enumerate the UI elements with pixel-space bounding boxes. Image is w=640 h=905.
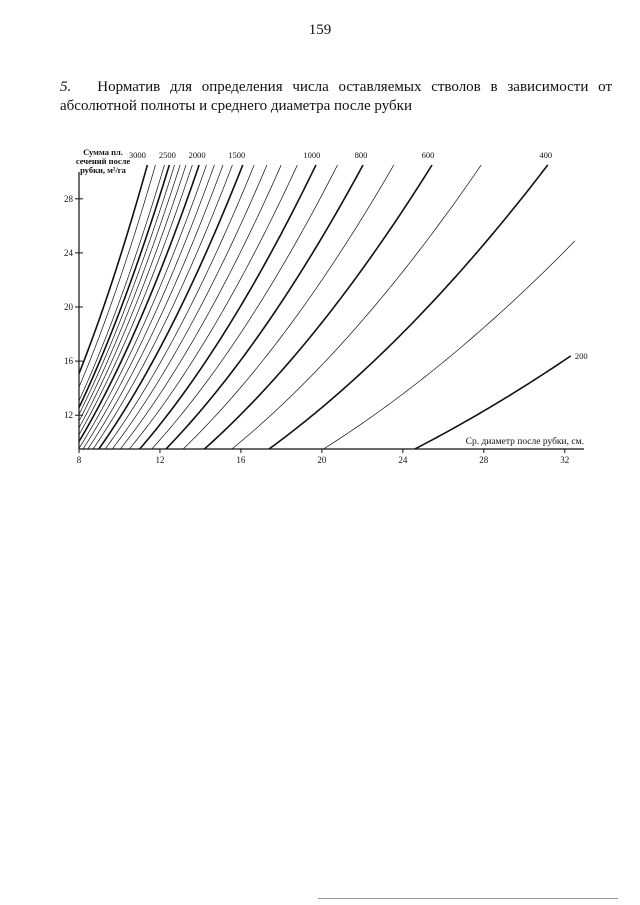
curve-n-1100 <box>129 165 297 449</box>
x-tick-label: 16 <box>236 455 246 465</box>
curve-n-600 <box>204 165 432 449</box>
curve-label-3000: 3000 <box>128 150 146 160</box>
curve-n-400 <box>269 165 548 449</box>
curve-label-800: 800 <box>354 150 368 160</box>
curve-n-2000 <box>79 165 199 442</box>
y-axis-title <box>76 147 131 175</box>
y-tick-label: 28 <box>64 193 73 204</box>
y-tick-label: 20 <box>64 302 73 312</box>
x-tick-label: 28 <box>479 455 489 465</box>
curve-n-300 <box>323 241 574 449</box>
curve-label-2000: 2000 <box>188 150 206 160</box>
y-tick-label: 12 <box>64 410 73 421</box>
curve-n-900 <box>152 165 338 449</box>
x-tick-label: 20 <box>317 455 327 465</box>
curve-label-1000: 1000 <box>303 150 321 160</box>
bottom-rule <box>318 898 618 899</box>
x-tick-label: 8 <box>76 455 82 465</box>
y-tick-label: 16 <box>64 356 73 367</box>
curve-n-3000 <box>79 165 147 374</box>
y-axis-title-line: Сумма пл. <box>83 147 123 157</box>
y-tick-label: 24 <box>64 247 73 258</box>
y-axis-title-line: рубки, м²/га <box>80 165 126 175</box>
y-axis-title-line: сечений после <box>75 156 131 166</box>
curve-n-500 <box>232 165 481 449</box>
curve-n-2800 <box>79 165 155 387</box>
curve-label-400: 400 <box>539 150 553 160</box>
curves <box>79 165 575 449</box>
curve-n-2600 <box>79 165 164 401</box>
curve-n-200 <box>415 356 571 449</box>
x-tick-label: 24 <box>398 455 408 465</box>
heading-marker: 5. <box>60 79 72 95</box>
curve-label-2500: 2500 <box>158 150 176 160</box>
curve-n-700 <box>183 165 394 449</box>
curve-label-200: 200 <box>574 350 588 361</box>
x-tick-label: 32 <box>560 455 570 465</box>
curve-labels <box>129 150 588 361</box>
page-number: 159 <box>308 22 332 38</box>
heading-text: Норматив для определения числа оставляемых стволов в зависимости от абсолютной полноты и среднего диаметра после рубки <box>60 79 612 114</box>
x-tick-label: 12 <box>155 455 165 465</box>
curve-label-600: 600 <box>421 150 435 160</box>
curve-n-1800 <box>83 165 214 449</box>
x-axis-title: Ср. диаметр после рубки, см. <box>465 437 584 447</box>
curve-label-1500: 1500 <box>228 150 246 160</box>
axes <box>64 172 584 465</box>
